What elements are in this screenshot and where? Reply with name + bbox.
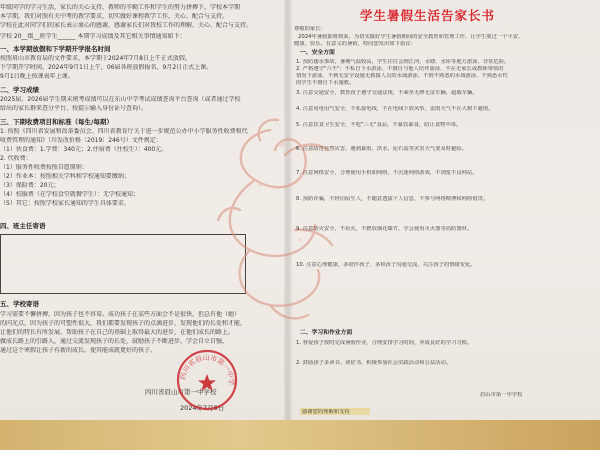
signature-date: 2024年7月8日	[180, 404, 225, 412]
letter-line: 情况下游泳、不到无安全设施无救援人员的水域游泳、不到不熟悉的水域游泳、不熟悉水性	[296, 73, 508, 79]
stamp-text: 四川省眉山市第一中学	[179, 353, 236, 386]
letter-line: 7. 注意网络安全，合理使用手机和网络，不沉迷网络游戏，不浏览不良网站。	[296, 170, 478, 176]
desk-surface	[0, 420, 600, 450]
letter-line: 5. 注意饮食卫生安全，不吃"三无"食品，不暴饮暴食，防止食物中毒。	[296, 122, 462, 128]
letter-line: 6. 注意防范自然灾害，遇到暴雨、洪水、泥石流等灾害天气要及时避险。	[296, 146, 467, 152]
section-line: 2025届、2026届学生期末统考成绩可以在东山中学考试成绩查询平台查询（或者通过学校	[0, 96, 241, 103]
intro-line: 年级同学的学习生活，家长的关心支持、教师的辛勤工作和学生的努力拼搏下，学校本学期	[0, 4, 241, 11]
section-line: 给出的家长群来查分平台、按提示输入身份证号查询）。	[0, 105, 148, 112]
school-message-line: 的闪光点，因为孩子的可塑性很大，我们都要发现孩子的点滴进步，发现他们的长处和才能，	[0, 320, 247, 327]
section-heading: 三、下期收费项目和标准（每生/每期）	[0, 118, 113, 126]
letter-line: 1. 督促孩子按时完成暑假作业，合理安排学习时间，养成良好的学习习惯。	[296, 340, 473, 346]
letter-line: 8. 预防诈骗，不轻信陌生人，不随意透露个人信息，不参与网络赌博和网络借贷。	[296, 196, 489, 202]
letter-section-heading: 一、安全方面	[300, 50, 335, 56]
letter-line: 10. 注意心理健康，多陪伴孩子，多和孩子沟通交流，关注孩子的情绪变化。	[296, 262, 476, 268]
letter-line: 4. 注意用电用气安全，不私接电线，不在电线下放风筝，雷雨天气不在大树下避雨。	[296, 106, 494, 112]
school-message-line: 通过这个寒假让孩子有新的成长，使其能成就更好的孩子。	[0, 347, 157, 354]
section-line: 1. 按照《四川省发展和改革委员会、四川省教育厅关于进一步规范公办中小学服务性收费和代	[0, 128, 248, 135]
letter-line: 9. 注意防火安全，不玩火，不燃放烟花爆竹，学会使用灭火器等消防器材。	[296, 226, 473, 232]
right-page	[290, 0, 600, 450]
intro-line: 本学期，我们对照有关中考的教学要求，切实做好课程教学工作，关心、配合与支持。	[0, 13, 229, 20]
letter-line: 2. 严格遵守"六不"：不私自下水游泳、不擅自与他人结伴游泳、不在无家长或教师带领的	[296, 66, 504, 72]
letter-line: 2. 鼓励孩子多读书、读好书，积极参加社会实践活动和公益活动。	[296, 360, 452, 366]
school-message-line: 让他们的特长有所发展，帮助孩子在自己的基础上取得最大的进步，在他们成长的路上，	[0, 329, 235, 336]
letter-line: 3. 注意交通安全，教育孩子遵守交通法规，不乘坐无牌无证车辆、超载车辆。	[296, 90, 478, 96]
teacher-message-heading: 四、班主任寄语	[0, 222, 46, 230]
signature-school: 四川省眉山市第一中学校	[145, 388, 217, 396]
section-line: 收费管理的通知》（川发改价格〔2019〕246号）文件规定：	[0, 137, 162, 144]
letter-greeting: 尊敬的家长：	[294, 26, 326, 32]
letter-intro-line: 2024年暑假即将到来，为切实做好学生暑假期间的安全教育和管理工作，让学生度过一个平安、	[298, 34, 524, 40]
school-seal-stamp	[175, 348, 239, 412]
section-line: 按照眉山市教育局的文件要求，本学期于2024年7月8日上午正式放假。	[0, 55, 191, 62]
letter-footnote: 感谢您的理解和支持	[302, 409, 350, 415]
section-heading: 一、本学期放假和下学期开学报名时间	[0, 45, 111, 53]
letter-line: 的学生不擅自下水施救。	[296, 80, 355, 86]
section-line: 下学期开学时间，2024年9月1日上午，06届各班放假报名、9月2日正式上课。	[0, 64, 213, 71]
letter-line: 1. 预防溺水事故，暑期气温较高，学生往往会到江河、水塘、水库等地方游泳，非常危险。	[296, 59, 510, 65]
school-message-line: 学习需要不懈拼搏，因为孩子也不容易。成功孩子在某些方面会不是很快，但总有他（她）	[0, 311, 241, 318]
letter-title: 学生暑假生活告家长书	[360, 8, 496, 23]
section-line: （1）伙食费：1.学费：340元；2.住宿费（住校生）：400元。	[0, 146, 168, 153]
section-line: （1）服务性收费按照自愿原则：	[0, 164, 88, 171]
intro-line: 学校在此对同学们的家长表示衷心的感谢，感谢家长们对我校工作的理解、关心、配合与支持。	[0, 22, 253, 29]
section-line: 9月1日晚上按课表年上课。	[0, 73, 74, 80]
letter-section-heading: 二、学习和作业方面	[300, 330, 353, 336]
section-heading: 二、学习成绩	[0, 86, 39, 94]
class-line: 学校 20__级__班学生______ 本期学习成绩及其它相关事情通知如下：	[0, 33, 186, 40]
section-line: （4）校服费（在学校食堂就餐学生）：无学校通知；	[0, 191, 139, 198]
letter-closing: 眉山市第一中学校	[480, 392, 523, 398]
section-line: 2. 代收费：	[0, 155, 32, 162]
school-message-heading: 五、学校寄语	[0, 300, 39, 308]
school-message-line: 做成长路上的引路人，通过交流发现孩子的长处，鼓励孩子不断进步，学会自立自强，	[0, 338, 229, 345]
section-line: （3）保险费：20元；	[0, 182, 60, 189]
letter-intro-line: 健康、快乐、有意义的暑假，特向您发出如下倡议：	[294, 41, 416, 47]
section-line: （2）作业本：按照相关学科和学校通知要缴纳；	[0, 173, 130, 180]
section-line: （5）其它：按照学校家长通知的学生具体要求。	[0, 200, 130, 207]
